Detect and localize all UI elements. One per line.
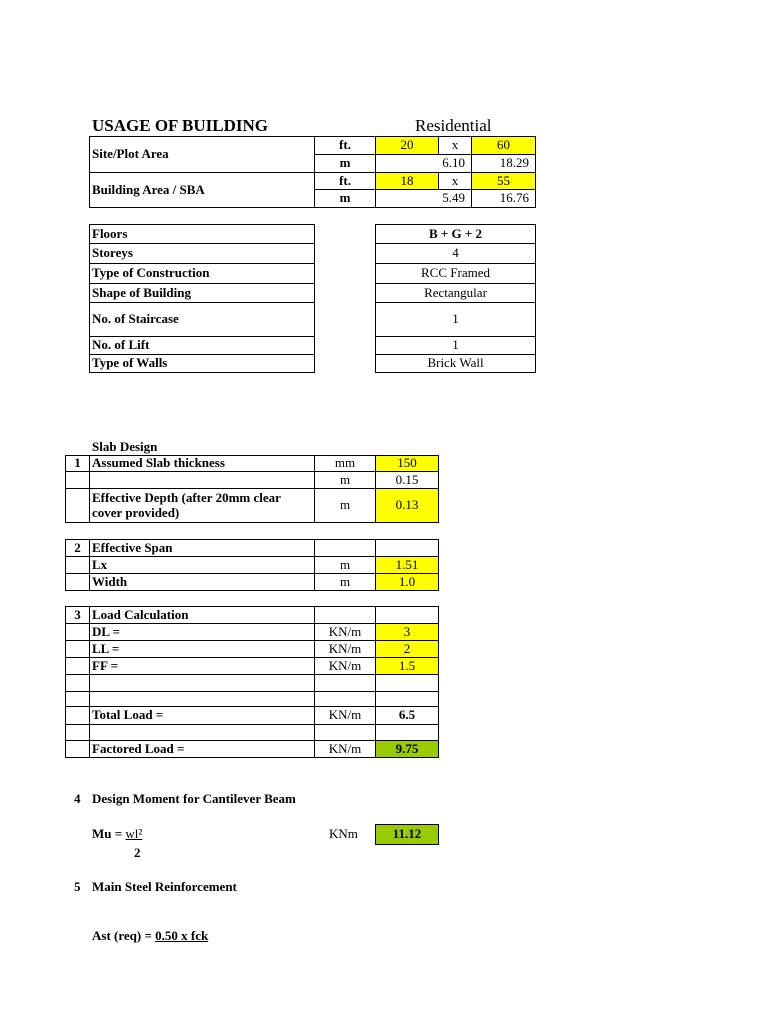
prop-value-storeys: 4 [375,243,536,264]
mu-label: Mu = [92,826,126,841]
load-heading-value [375,606,439,624]
bld-unit-ft: ft. [314,172,376,190]
slab-heading: Slab Design [92,439,158,454]
load-factored-num [65,740,90,758]
span-lx-unit: m [314,556,376,574]
site-x: x [438,136,472,155]
site-unit-m: m [314,154,376,173]
span-heading: Effective Span [89,539,315,557]
load-factored-unit: KN/m [314,740,376,758]
site-label: Site/Plot Area [89,136,315,173]
prop-value-staircase: 1 [375,302,536,337]
building-label: Building Area / SBA [89,172,315,208]
load-ll-value: 2 [375,640,439,658]
ast-formula-line [92,928,208,944]
steel-heading: Main Steel Reinforcement [92,879,237,894]
slab-thickness-label: Assumed Slab thickness [89,455,315,472]
slab-number: 1 [65,455,90,472]
load-empty-value-2 [375,691,439,707]
slab-thickness-m-unit: m [314,471,376,489]
slab-depth-unit: m [314,488,376,523]
prop-value-lift: 1 [375,336,536,355]
span-width-value: 1.0 [375,573,439,591]
load-empty-num-1 [65,674,90,692]
steel-number: 5 [74,879,81,894]
span-lx-value: 1.51 [375,556,439,574]
site-unit-ft: ft. [314,136,376,155]
bld-x: x [438,172,472,190]
moment-number: 4 [74,791,81,806]
prop-label-floors: Floors [89,224,315,244]
load-total-label: Total Load = [89,706,315,725]
span-width-unit: m [314,573,376,591]
span-heading-unit [314,539,376,557]
load-heading-unit [314,606,376,624]
slab-depth-value: 0.13 [375,488,439,523]
site-ft-b: 60 [471,136,536,155]
load-dl-unit: KN/m [314,623,376,641]
mu-unit: KNm [329,826,358,841]
mu-denominator: 2 [134,845,141,860]
ast-formula: 0.50 x fck [155,928,209,943]
span-number: 2 [65,539,90,557]
site-ft-a: 20 [375,136,439,155]
bld-ft-a: 18 [375,172,439,190]
load-ll-unit: KN/m [314,640,376,658]
span-width-num [65,573,90,591]
load-ff-label: FF = [89,657,315,675]
prop-label-shape: Shape of Building [89,283,315,303]
load-factored-label: Factored Load = [89,740,315,758]
slab-thickness-value: 150 [375,455,439,472]
load-empty-unit-3 [314,724,376,741]
mu-value: 11.12 [375,824,439,845]
site-m-a: 6.10 [375,154,472,173]
bld-m-b: 16.76 [471,189,536,208]
load-empty-unit-2 [314,691,376,707]
load-empty-num-2 [65,691,90,707]
load-dl-label: DL = [89,623,315,641]
slab-depth-num [65,488,90,523]
span-lx-num [65,556,90,574]
slab-empty-label [89,471,315,489]
slab-depth-label: Effective Depth (after 20mm clear cover provided) [89,488,315,523]
bld-ft-b: 55 [471,172,536,190]
moment-heading: Design Moment for Cantilever Beam [92,791,296,806]
prop-label-staircase: No. of Staircase [89,302,315,337]
bld-unit-m: m [314,189,376,208]
mu-numerator: wl² [125,826,143,841]
mu-formula [92,826,142,842]
slab-thickness-unit: mm [314,455,376,472]
load-dl-value: 3 [375,623,439,641]
load-ff-value: 1.5 [375,657,439,675]
load-ff-num [65,657,90,675]
load-dl-num [65,623,90,641]
prop-value-construction: RCC Framed [375,263,536,284]
site-m-b: 18.29 [471,154,536,173]
load-empty-num-3 [65,724,90,741]
ast-label: Ast (req) = [92,928,156,943]
load-ff-unit: KN/m [314,657,376,675]
prop-value-floors: B + G + 2 [375,224,536,244]
load-empty-label-2 [89,691,315,707]
load-empty-value-3 [375,724,439,741]
span-width-label: Width [89,573,315,591]
prop-value-walls: Brick Wall [375,354,536,373]
load-empty-unit-1 [314,674,376,692]
page-title: USAGE OF BUILDING [92,116,269,135]
span-heading-value [375,539,439,557]
prop-value-shape: Rectangular [375,283,536,303]
load-heading: Load Calculation [89,606,315,624]
prop-label-walls: Type of Walls [89,354,315,373]
load-ll-label: LL = [89,640,315,658]
load-total-num [65,706,90,725]
load-total-unit: KN/m [314,706,376,725]
load-factored-value: 9.75 [375,740,439,758]
span-lx-label: Lx [89,556,315,574]
load-total-value: 6.5 [375,706,439,725]
load-empty-label-1 [89,674,315,692]
load-empty-value-1 [375,674,439,692]
slab-thickness-m-value: 0.15 [375,471,439,489]
load-number: 3 [65,606,90,624]
prop-label-lift: No. of Lift [89,336,315,355]
slab-empty-num [65,471,90,489]
load-empty-label-3 [89,724,315,741]
prop-label-storeys: Storeys [89,243,315,264]
usage-value: Residential [415,116,492,135]
bld-m-a: 5.49 [375,189,472,208]
load-ll-num [65,640,90,658]
prop-label-construction: Type of Construction [89,263,315,284]
